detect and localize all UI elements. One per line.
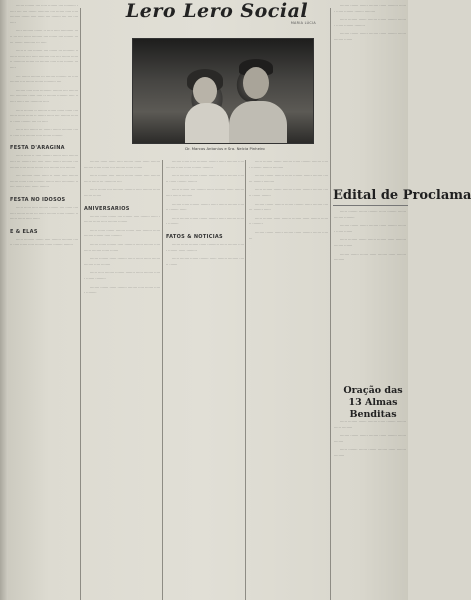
column-rule [162,160,163,600]
edital-body [334,210,406,380]
section-heading: FESTA D'ARAGINA [10,145,65,152]
column-rule [80,8,81,600]
column-masthead [108,0,326,25]
section-heading: ANIVERSARIOS [84,205,130,212]
column-title: Lero Lero Social [125,0,309,22]
column-text: ······ ········· ······· ····· ········ ········· ······ ····· ······ ····· ········ ······ ········ ········ [10,237,78,248]
column-3 [166,160,244,600]
column-1 [10,4,78,600]
column-rule [245,160,246,600]
section-heading: FESTA NO IDOSOS [10,197,66,204]
column-text: ······ ········ ······· ········ ······ ········ ········ ······ ········· ········ ········· ········ ······· ········ ······ ········ ······· ········ ······· ········ ········· ······ ········ ······· ········ ······· ········ ········ ······ ······· ········ ········ ······· ········ ······· ········ ······ ········ ······· ········ ······ ······ ········ ······ ········ ········ ······ ········ ········ ········· ········ ······· ······· ········ ······ ········ ······· ········ [249,160,328,241]
column-2 [84,160,160,600]
column-text: ········ ······· ······· ········ ······ ········· ······· ······ ········ ········ ········· ······ ········ ······· ········ ······· ········ ········ ······ ········ ········· ········ ······· ······· ········ ······ ········ ······· ········ ······· [334,4,406,42]
oracao-body [334,420,406,600]
column-text: ········ ······ ······ ····· ········ ······ ······ ········ ········ ······ ······ ···· ········ ······ ······· ······ ········ ····· ······· ······· ······· ····· ········ ······ ······ ··· ·········· ···· ······ ······· ···· ········· ········· ····· ········ ······ ······· ······· [84,160,160,198]
photo-caption: Dr. Marcos Antonius e Sra. Nelcia Pinheiro [185,146,265,151]
edital-rule [333,205,408,206]
column-text: ········ ······ ······· ···· ········ ····· ········ ······ ········ ······ ····· ········ ········ ······ ······ ······· ········ ······· ····· ········ ······ ········ ········ ····· ········· ······· ······ ········ ····· ········· ······ ········ ····· ······ ········ ······ ······· ······· ········ ······ ········ ······ ······ ······ ······· ········ ····· ········ ······ ····· ········ ········ ········ ······ ········ ······ ······· ········· ········ ······· ······ ········ ········ ····· ······· ······ ········· [84,214,160,296]
byline: MARIA LÚCIA [290,21,316,25]
edital-heading: Edital de Proclama [333,188,471,203]
column-text: ······ ········ ······· ········ ······ ········ ······· ········ ········· ········ ······· ······· ········ ······ ········ ········ ······ ······· ······ ········ ······· ······· ········ ······ ········· ········ ······· ········ ······· ······· ······ ········ ······ ········ ········· [334,210,406,263]
section-heading: E & ELAS [10,228,38,235]
column-text: ······· ······ ········ ······ ·········· ······ ········ ······ ········ ······ ········· ······ ········ ······· ········ ······ ········ ········· ······ ······· [166,242,244,267]
column-text: ······ ······ ····· ········ ········ ···· ······ ········· ······· ······ ··· ······ ········ ······ ········ ········ ······ ····· ······ [10,206,78,222]
column-text: ······ ······ ·· ····· ········ ······· ····· ········ ····· ··· ········ ···· ····· ······ ······· ········· ···· ········ ····· ······ ······· ···· ········ ···· ········ ···· ········· ······ ······ ·· ······ ····· ········ ······· ······ ····· ········· ······· ····· ··········· ······ ······· ····· ······ ········ [10,154,78,190]
page-edge-shadow [0,0,8,600]
couple-photo [132,38,314,144]
column-text: ········ ······ ····· ········· ········ ······ ········· ····· ········ ······ ······ ········ ········· ······ ········ ······· ······· ········· ······ ········ ······· ······ ········ ········ ······ ········ ···· ········ ······ ········· ······ ········ ····· ······· ········· ········ ······ ········ ········ ······ ······· ········ ······· ········ ······ ······ ········ ······· ······· ········ ······ ········ ······· ········· [166,160,244,227]
column-4 [249,160,328,600]
column-text: ······· ········ ···· ····· ········ ···· ·········· ······ ···· ···· ······· ·········· ···· ······· ····· ····· ········· ······· ····· ······ ···· ········ ···· ···· ········· ····· ········· ······· ·· ····· ····· ··········· ····· ··· ···· ······ ········· ···· ······· ···· ········ ······ ······· ·········· ··· ····· ······ ·· ···· ········ ···· ······· ··· ·········· ········ ······ ···· ····· ········· ···· ···· ······· ········ ·········· ······· ··· ········ ····· ····· ········ ········ ···· ······· ········ ··· ········ ········· ··· ····· ········ ···· ······· ······· ·········· ···· ········ ····· ····· ·········· ········ ···· ········ ···· ·········· ······ ····· ·· ········ ········· ····· ······· ······ ···· ·········· ····· ······ ········ ·· ········ ······· ······ ······ ·········· ······ ······ ·· ······· ······ ···· ········ ········ ······ ········ ···· ··· ····· ······ ···· ······· ··· ······· ······· ········· ······ ····· ···· ········ ····· ······· ········· [10,4,78,138]
column-text: ······ ········ ······· ········ ······ ········ ········ ······ ········· ········ ······· ······· ········ ······ ········ ······· ········ ······ ········ ······· ······· ········ ······ ········ ········· [334,420,406,458]
section-heading: FATOS & NOTICIAS [166,233,223,240]
oracao-heading: Oração das 13 Almas Benditas [343,385,403,420]
column-rule [330,8,331,600]
